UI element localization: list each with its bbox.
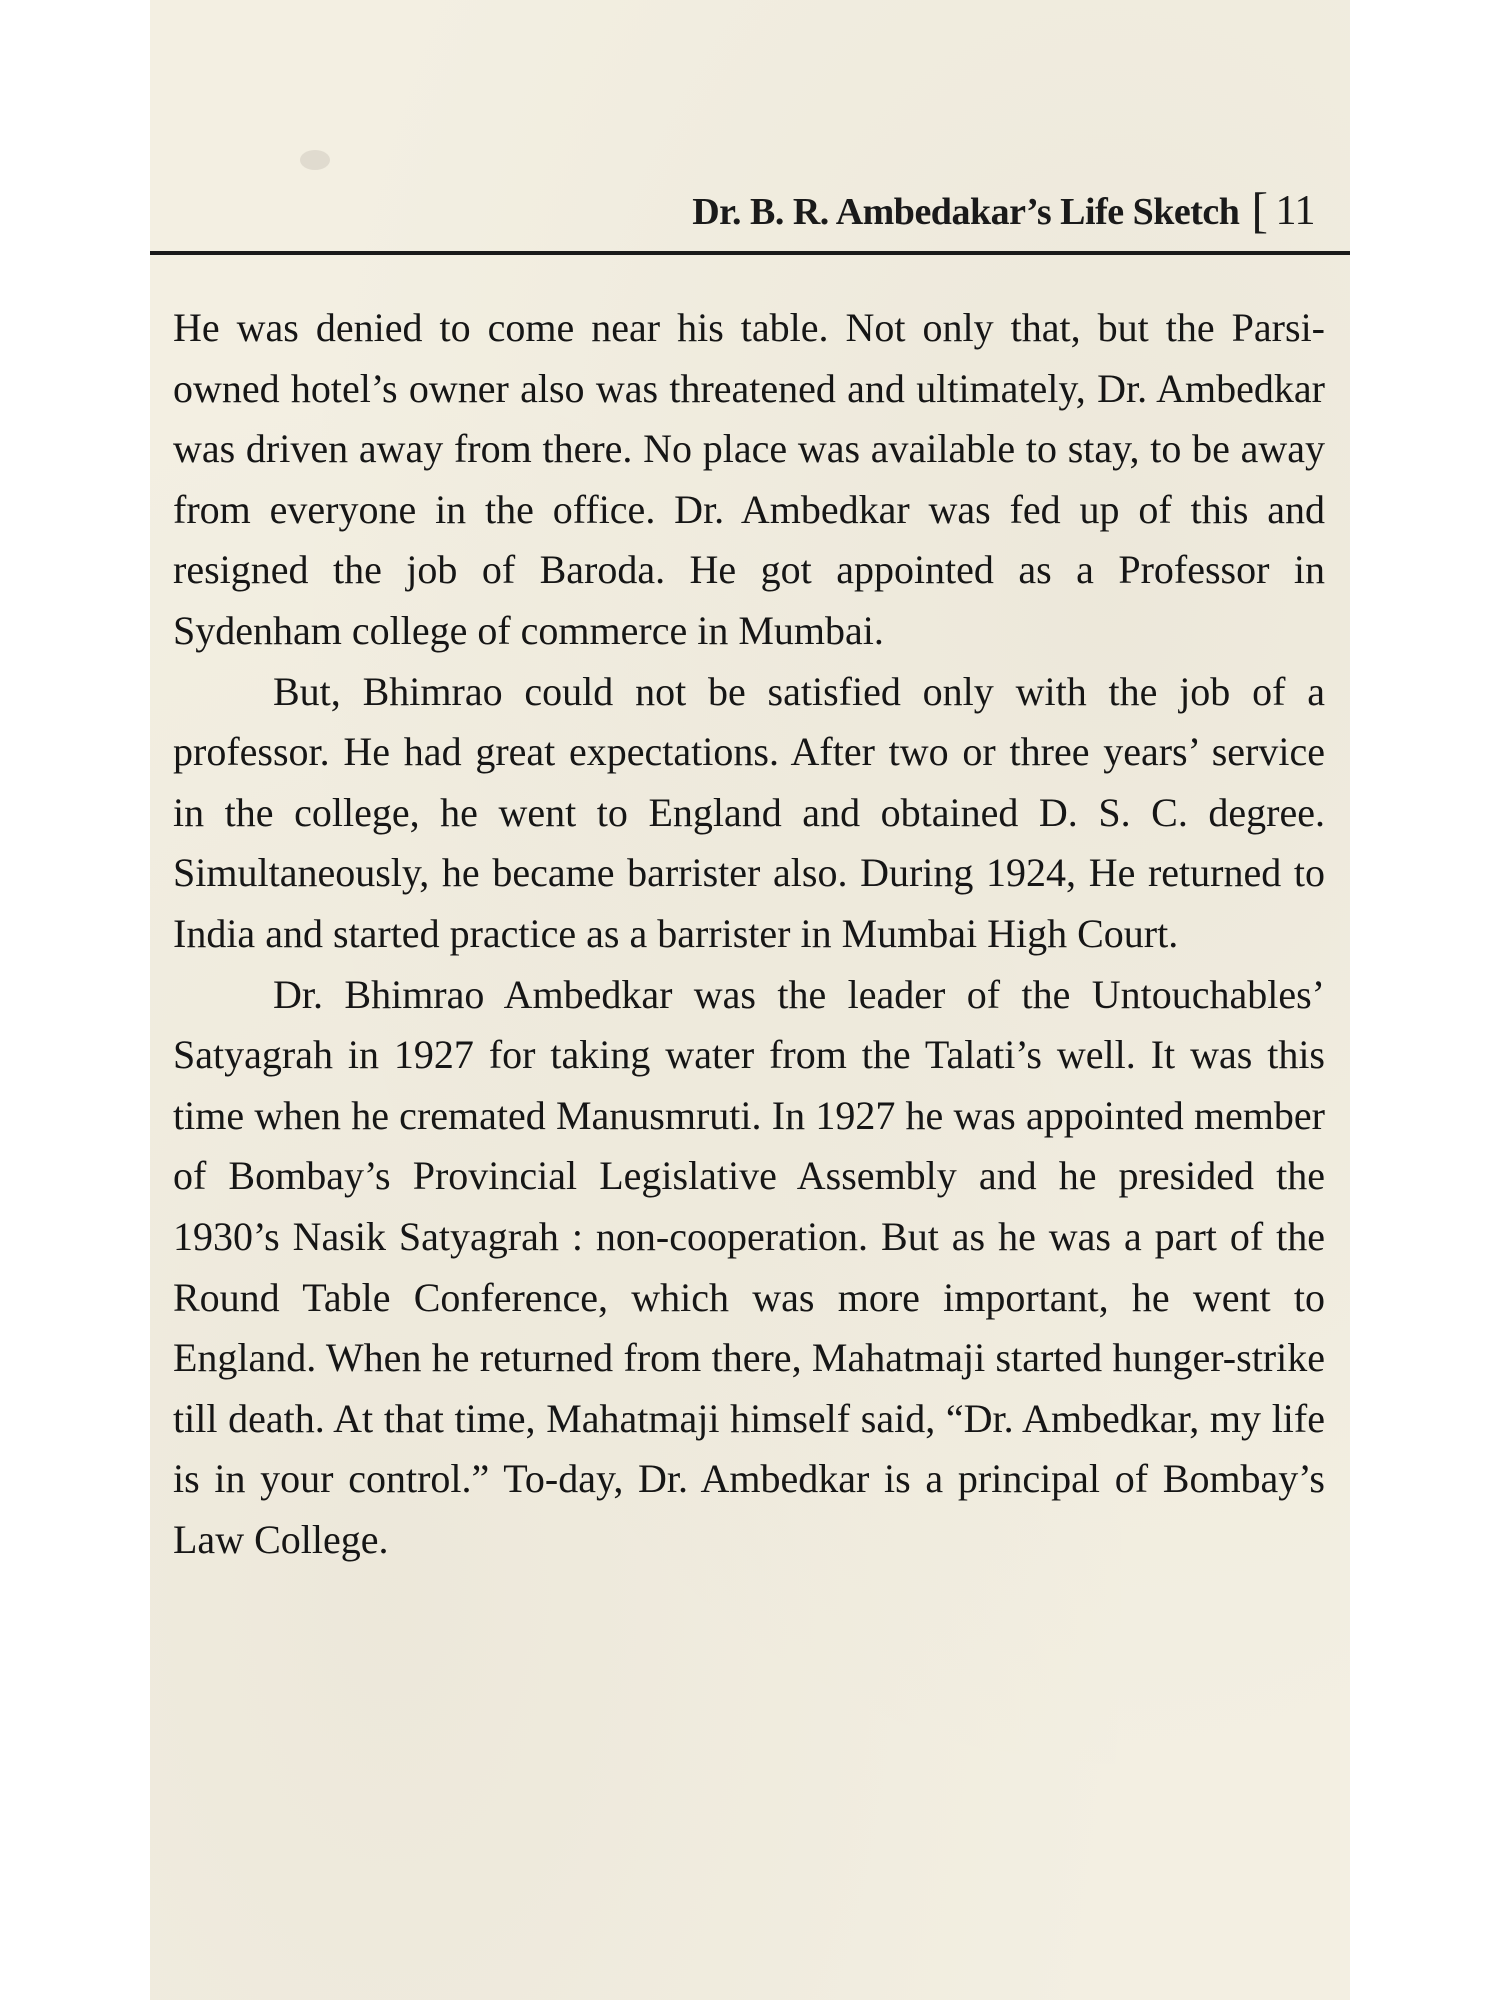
running-header [692,178,1315,236]
header-bracket: [ [1251,182,1268,238]
paragraph-3: Dr. Bhimrao Ambedkar was the leader of the Untouchables’ Satyagrah in 1927 for taking water from the Talati’s well. It was this time when he cremated Manusmruti. In 1927 he was appointed member of Bombay’s Provincial Legislative Assembly and he presided the 1930’s Nasik Satyagrah : non-cooperation. But as he was a part of the Round Table Conference, which was more important, he went to England. When he returned from there, Mahatmaji started hunger-strike till death. At that time, Mahatmaji himself said, “Dr. Ambedkar, my life is in your control.” To-day, Dr. Ambedkar is a principal of Bombay’s Law College. [173,971,1325,1562]
paragraph-2: But, Bhimrao could not be satisfied only with the job of a professor. He had great expectations. After two or three years’ service in the college, he went to England and obtained D. S. C. degree. Simultaneously, he became barrister also. During 1924, He returned to India and started practice as a barrister in Mumbai High Court. [173,668,1325,956]
paragraph-1: He was denied to come near his table. Not only that, but the Parsi-owned hotel’s owner also was threatened and ultimately, Dr. Ambedkar was driven away from there. No place was available to stay, to be away from everyone in the office. Dr. Ambedkar was fed up of this and resigned the job of Baroda. He got appointed as a Professor in Sydenham college of commerce in Mumbai. [173,305,1325,653]
page-number: 11 [1275,188,1315,234]
book-page [150,0,1350,2000]
ink-smudge [300,150,330,170]
running-title: Dr. B. R. Ambedakar’s Life Sketch [692,191,1240,233]
body-text [173,298,1325,1570]
header-rule [150,251,1350,255]
